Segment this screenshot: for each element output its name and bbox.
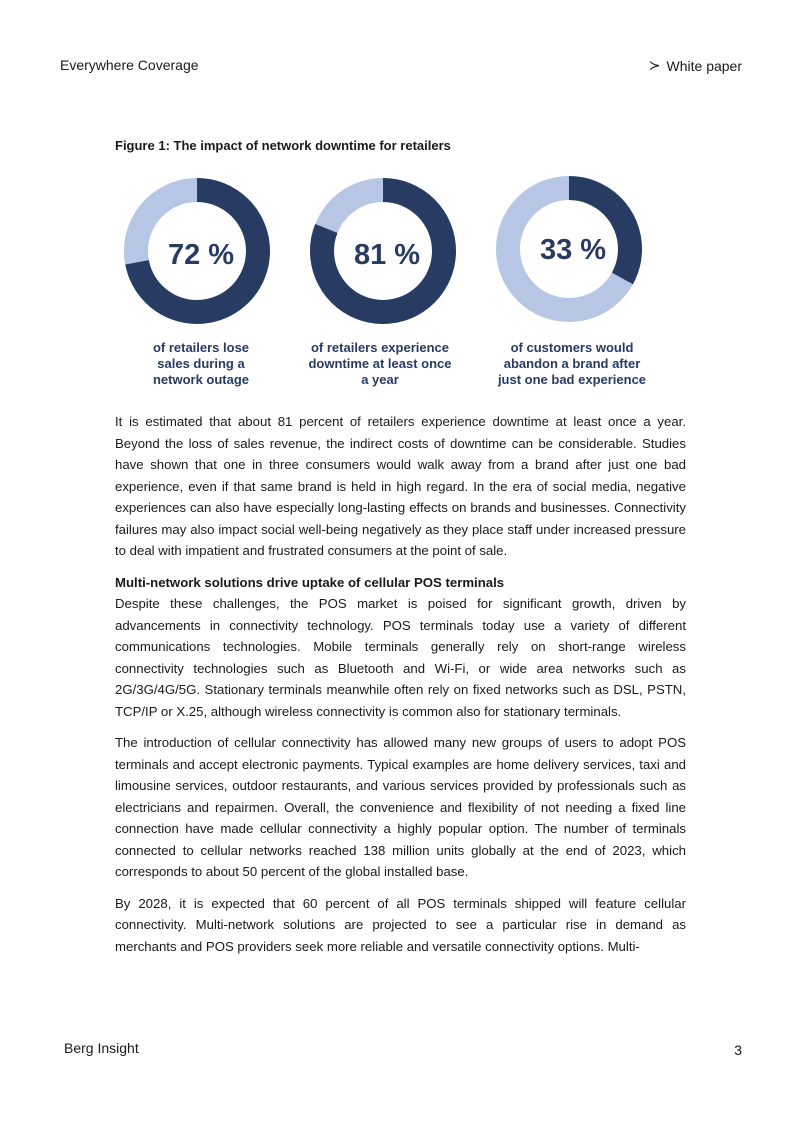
figure-title: Figure 1: The impact of network downtime for retailers (115, 138, 451, 153)
donut-chart-retailers-downtime (309, 177, 457, 325)
body-text (115, 411, 686, 967)
donut-chart-retailers-lose-sales (123, 177, 271, 325)
caption-line: just one bad experience (497, 372, 647, 387)
donut-caption (290, 340, 470, 388)
donut-caption (482, 340, 662, 388)
section-label: White paper (666, 57, 742, 74)
caption-line: of retailers experience (310, 340, 450, 355)
caption-line: sales during a (157, 356, 245, 371)
chevron-right-icon: ≻ (648, 57, 661, 73)
caption-line: network outage (152, 372, 250, 387)
caption-line: of retailers lose (152, 340, 250, 355)
caption-line: abandon a brand after (503, 356, 641, 371)
donut-svg (123, 177, 271, 325)
caption-line: of customers would (510, 340, 634, 355)
page-number: 3 (734, 1042, 742, 1058)
paragraph: It is estimated that about 81 percent of retailers experience downtime at least once a year. Beyond the loss of sales revenue, the indirect costs of downtime can be considerable. Studies have shown that one in three consumers would walk away from a brand after just one bad experience, even if that same brand is held in high regard. In the era of social media, negative experiences can also have especially long-lasting effects on brands and businesses. Connectivity failures may also impact social well-being negatively as they place staff under increased pressure to deal with impatient and frustrated consumers at the point of sale. (115, 414, 686, 558)
paragraph: By 2028, it is expected that 60 percent of all POS terminals shipped will feature cellular connectivity. Multi-network solutions are projected to see a particular rise in demand as merchants and POS providers seek more reliable and versatile connectivity options. Multi- (115, 895, 686, 954)
caption-line: a year (361, 372, 399, 387)
footer-company: Berg Insight (64, 1040, 139, 1056)
running-header-title: Everywhere Coverage (60, 57, 199, 73)
donut-caption (111, 340, 291, 388)
section-heading: Multi-network solutions drive uptake of cellular POS terminals (115, 574, 505, 590)
caption-line: downtime at least once (308, 356, 452, 371)
donut-chart-customers-abandon (495, 175, 643, 323)
paragraph: The introduction of cellular connectivity has allowed many new groups of users to adopt POS terminals and accept electronic payments. Typical examples are home delivery services, taxi and limousine services, outdoor restaurants, and various services provided by professionals such as electricians and repairmen. Overall, the convenience and flexibility of not needing a fixed line connection have made cellular connectivity a highly popular option. The number of terminals connected to cellular networks reached 138 million units globally at the end of 2023, which corresponds to about 50 percent of the global installed base. (115, 735, 686, 879)
donut-value-label: 33 % (539, 234, 607, 266)
donut-value-label: 81 % (353, 239, 421, 271)
donut-svg (309, 177, 457, 325)
donut-value-label: 72 % (167, 239, 235, 271)
paragraph: Despite these challenges, the POS market is poised for significant growth, driven by advancements in connectivity technology. POS terminals today use a variety of different communications technologies. Mobile terminals generally rely on short-range wireless connectivity technologies such as Bluetooth and Wi-Fi, or wide area networks such as 2G/3G/4G/5G. Stationary terminals meanwhile often rely on fixed networks such as DSL, PSTN, TCP/IP or X.25, although wireless connectivity is common also for stationary terminals. (115, 596, 686, 719)
donut-svg (495, 175, 643, 323)
running-header-section (649, 57, 742, 74)
